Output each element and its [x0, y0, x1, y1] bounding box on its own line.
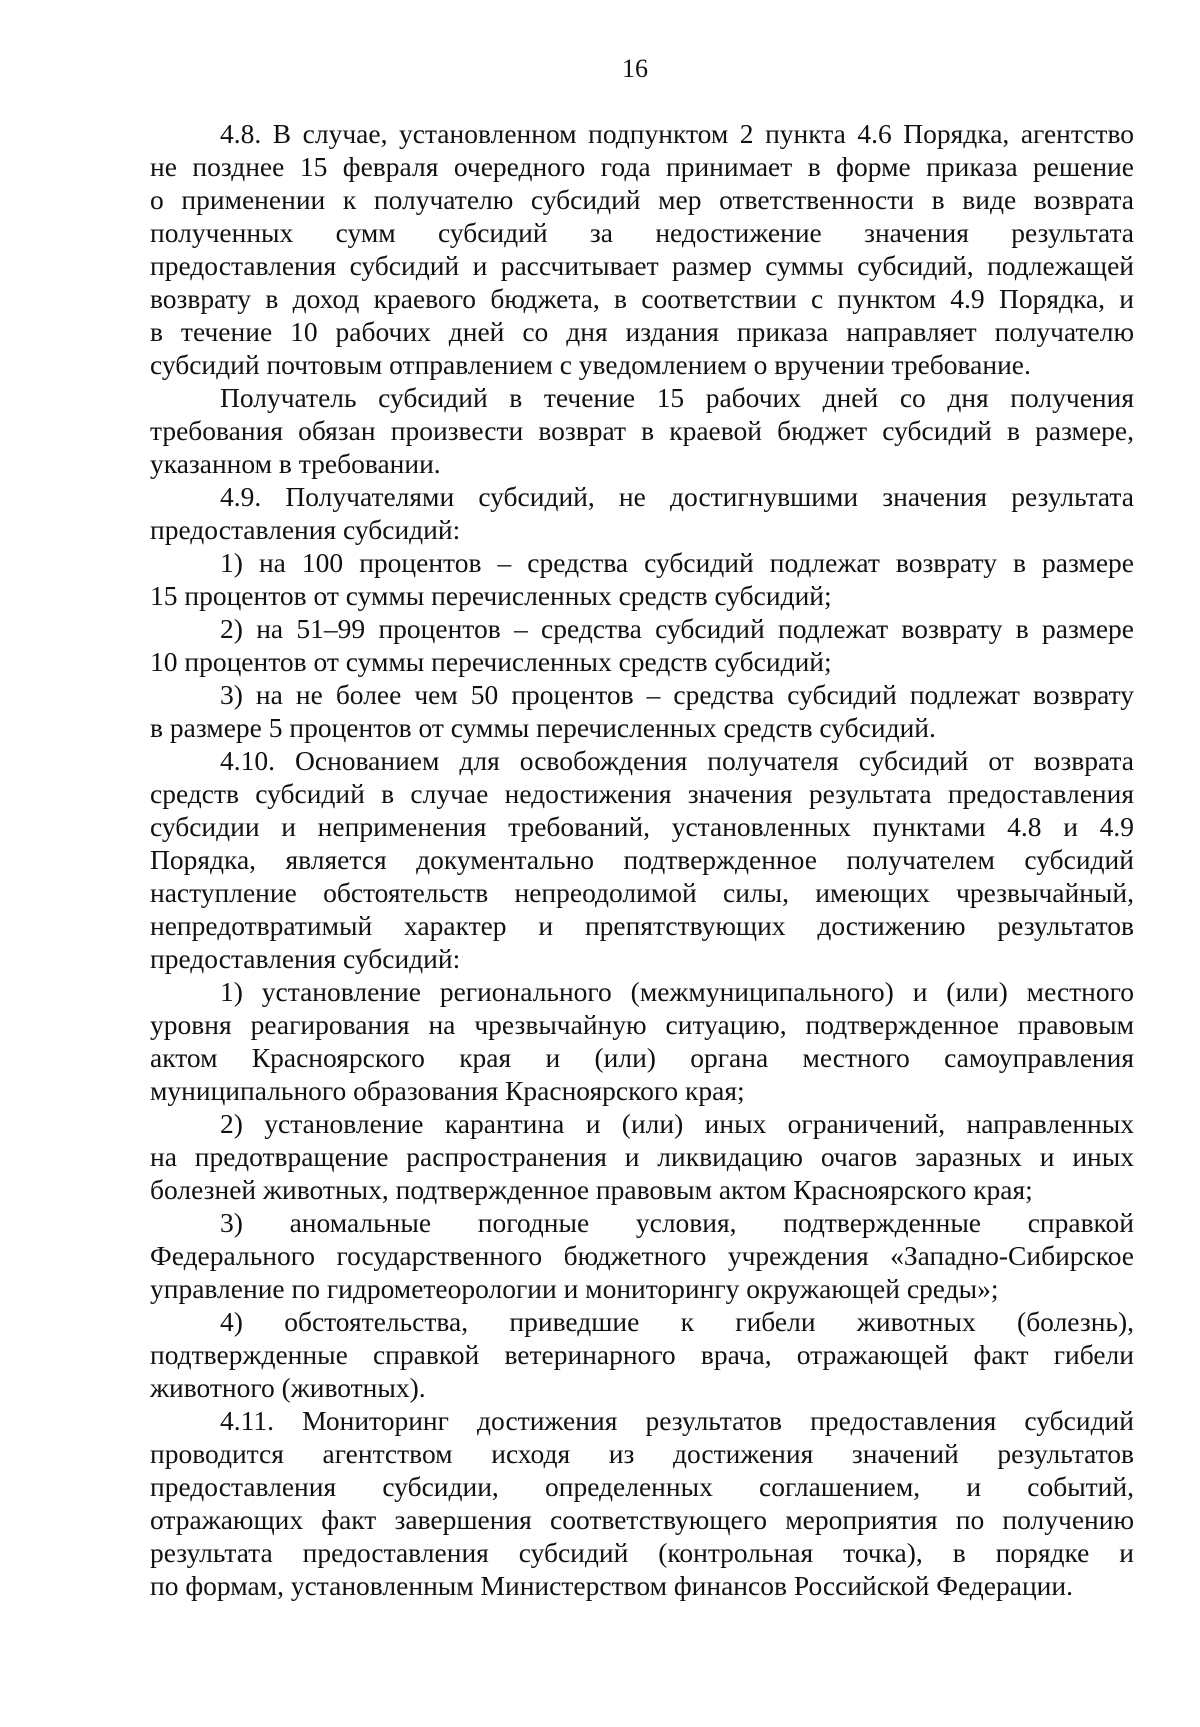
text-line: 1) установление регионального (межмуниципального) и (или) местного [220, 976, 1134, 1007]
text-line: отражающих факт завершения соответствующего мероприятия по получению [150, 1504, 1134, 1535]
text-line: субсидии и неприменения требований, установленных пунктами 4.8 и 4.9 [150, 811, 1134, 842]
text-line: животного (животных). [150, 1372, 426, 1403]
text-line: по формам, установленным Министерством финансов Российской Федерации. [150, 1570, 1073, 1601]
text-line: подтвержденные справкой ветеринарного врача, отражающей факт гибели [150, 1339, 1134, 1370]
text-line: непредотвратимый характер и препятствующих достижению результатов [150, 910, 1134, 941]
text-line: 1) на 100 процентов – средства субсидий подлежат возврату в размере [220, 547, 1134, 578]
text-line: о применении к получателю субсидий мер ответственности в виде возврата [150, 184, 1134, 215]
text-line: возврату в доход краевого бюджета, в соответствии с пунктом 4.9 Порядка, и [150, 283, 1134, 314]
text-line: предоставления субсидий: [150, 943, 461, 974]
text-line: Порядка, является документально подтвержденное получателем субсидий [150, 844, 1134, 875]
text-line: 2) на 51–99 процентов – средства субсидий подлежат возврату в размере [220, 613, 1134, 644]
text-line: результата предоставления субсидий (контрольная точка), в порядке и [150, 1537, 1134, 1568]
text-line: 4.8. В случае, установленном подпунктом 2 пункта 4.6 Порядка, агентство [220, 118, 1134, 149]
page-number: 16 [622, 54, 648, 83]
text-line: 15 процентов от суммы перечисленных средств субсидий; [150, 580, 832, 611]
text-line: болезней животных, подтвержденное правовым актом Красноярского края; [150, 1174, 1033, 1205]
text-line: предоставления субсидий: [150, 514, 461, 545]
text-line: полученных сумм субсидий за недостижение значения результата [150, 217, 1134, 248]
text-line: субсидий почтовым отправлением с уведомлением о вручении требование. [150, 349, 1031, 380]
text-line: 4.10. Основанием для освобождения получателя субсидий от возврата [220, 745, 1134, 776]
text-line: управление по гидрометеорологии и мониторингу окружающей среды»; [150, 1273, 999, 1304]
text-line: 10 процентов от суммы перечисленных средств субсидий; [150, 646, 832, 677]
text-line: средств субсидий в случае недостижения значения результата предоставления [150, 778, 1134, 809]
text-line: 3) аномальные погодные условия, подтвержденные справкой [220, 1207, 1134, 1238]
text-line: 4.11. Мониторинг достижения результатов предоставления субсидий [220, 1405, 1134, 1436]
text-line: муниципального образования Красноярского края; [150, 1075, 745, 1106]
text-line: требования обязан произвести возврат в краевой бюджет субсидий в размере, [150, 415, 1134, 446]
text-line: указанном в требовании. [150, 448, 441, 479]
document-body [150, 117, 1134, 1602]
text-line: актом Красноярского края и (или) органа местного самоуправления [150, 1042, 1134, 1073]
text-line: 4.9. Получателями субсидий, не достигнувшими значения результата [220, 481, 1134, 512]
text-line: проводится агентством исходя из достижения значений результатов [150, 1438, 1134, 1469]
text-line: на предотвращение распространения и ликвидацию очагов заразных и иных [150, 1141, 1134, 1172]
text-line: наступление обстоятельств непреодолимой силы, имеющих чрезвычайный, [150, 877, 1134, 908]
text-line: Получатель субсидий в течение 15 рабочих дней со дня получения [220, 382, 1134, 413]
text-line: 3) на не более чем 50 процентов – средства субсидий подлежат возврату [220, 679, 1134, 710]
text-line: 2) установление карантина и (или) иных ограничений, направленных [220, 1108, 1134, 1139]
text-line: уровня реагирования на чрезвычайную ситуацию, подтвержденное правовым [150, 1009, 1134, 1040]
text-line: не позднее 15 февраля очередного года принимает в форме приказа решение [150, 151, 1134, 182]
text-line: в течение 10 рабочих дней со дня издания приказа направляет получателю [150, 316, 1134, 347]
text-line: 4) обстоятельства, приведшие к гибели животных (болезнь), [220, 1306, 1134, 1337]
text-line: Федерального государственного бюджетного учреждения «Западно-Сибирское [150, 1240, 1134, 1271]
text-line: предоставления субсидий и рассчитывает размер суммы субсидий, подлежащей [150, 250, 1134, 281]
text-line: предоставления субсидии, определенных соглашением, и событий, [150, 1471, 1134, 1502]
text-line: в размере 5 процентов от суммы перечисленных средств субсидий. [150, 712, 936, 743]
